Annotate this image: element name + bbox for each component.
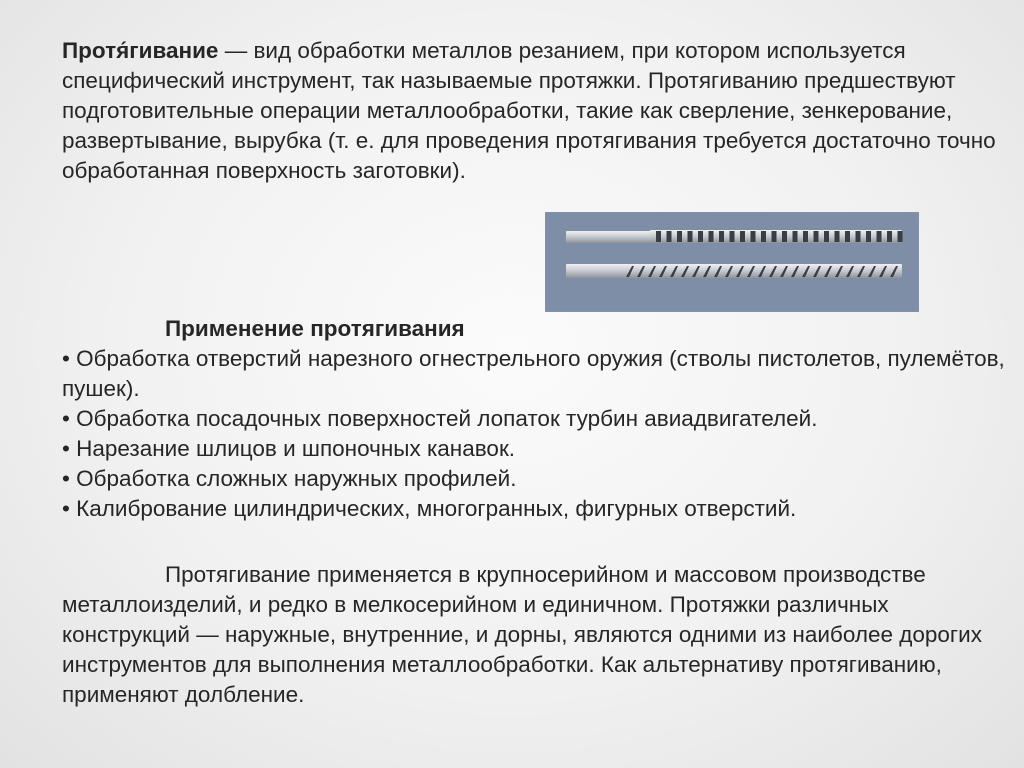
intro-text: — вид обработки металлов резанием, при котором используется специфический инструмент, так называемые протяжки. Протягиванию предшествуют подготовительные операции металлообработки, такие как сверление, зенкерование, развертывание, вырубка (т. е. для проведения протягивания требуется достаточно точно обработанная поверхность заготовки).	[62, 38, 996, 183]
broach-tooth	[698, 231, 703, 242]
applications-item: • Калибрование цилиндрических, многогранных, фигурных отверстий.	[62, 496, 797, 521]
broach-tooth	[887, 231, 892, 242]
broach-tooth	[709, 231, 714, 242]
broach-tooth	[803, 231, 808, 242]
applications-title: Применение протягивания	[165, 316, 465, 341]
broach-tooth	[845, 231, 850, 242]
upper-broach-shank	[566, 231, 652, 243]
broach-tools-icon	[546, 213, 918, 311]
broach-tooth	[877, 231, 882, 242]
intro-term: Протя́гивание	[62, 38, 219, 63]
applications-item: • Обработка сложных наружных профилей.	[62, 466, 517, 491]
broach-tooth	[898, 231, 903, 242]
broach-tooth	[730, 231, 735, 242]
broach-tooth	[866, 231, 871, 242]
applications-list	[62, 344, 1012, 524]
applications-item: • Обработка посадочных поверхностей лопаток турбин авиадвигателей.	[62, 406, 818, 431]
broach-tooth	[751, 231, 756, 242]
broach-tooth	[688, 231, 693, 242]
broach-tooth	[856, 231, 861, 242]
outro-paragraph: Протягивание применяется в крупносерийном и массовом производстве металлоизделий, и редко в мелкосерийном и единичном. Протяжки различных конструкций — наружные, внутренние, и дорны, являются одними из наиболее дорогих инструментов для выполнения металлообработки. Как альтернативу протягиванию, применяют долбление.	[62, 562, 982, 707]
broach-tooth	[719, 231, 724, 242]
broach-tooth	[740, 231, 745, 242]
applications-item: • Обработка отверстий нарезного огнестрельного оружия (стволы пистолетов, пулемётов, пушек).	[62, 346, 1005, 401]
broach-tooth	[814, 231, 819, 242]
broach-tooth	[824, 231, 829, 242]
broach-tooth	[667, 231, 672, 242]
intro-paragraph	[62, 36, 1012, 186]
broach-tooth	[793, 231, 798, 242]
broach-tools-photo	[546, 213, 918, 311]
broach-tooth	[677, 231, 682, 242]
broach-tooth	[656, 231, 661, 242]
broach-tooth	[772, 231, 777, 242]
applications-item: • Нарезание шлицов и шпоночных канавок.	[62, 436, 516, 461]
broach-tooth	[782, 231, 787, 242]
broach-tooth	[835, 231, 840, 242]
broach-tooth	[761, 231, 766, 242]
